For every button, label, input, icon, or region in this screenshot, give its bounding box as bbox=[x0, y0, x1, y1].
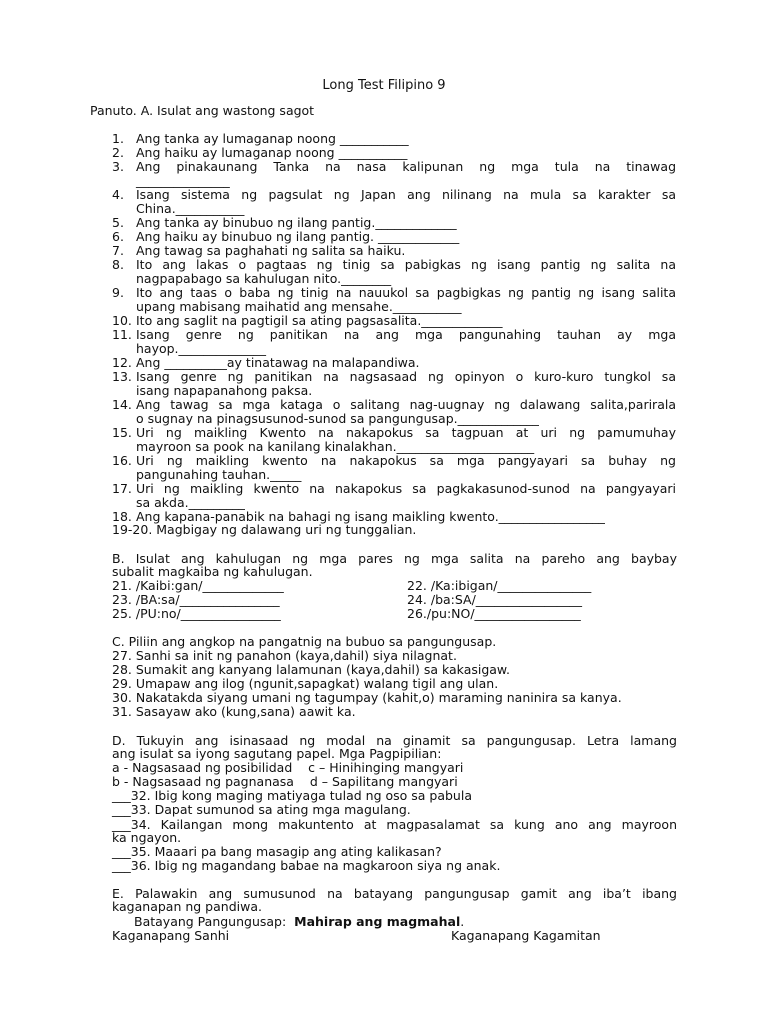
part-a-item-text: China.___________ bbox=[136, 201, 245, 216]
item-36: ___36. Ibig ng magandang babae na magkaroon siya ng anak. bbox=[112, 858, 501, 873]
part-a-item-text: Uri ng maikling Kwento na nakapokus sa tagpuan at uri ng pamumuhay bbox=[136, 425, 676, 440]
part-d-instruction-1: D. Tukuyin ang isinasaad ng modal na ginamit sa pangungusap. Letra lamang bbox=[112, 733, 677, 748]
part-a-item-text: Ito ang taas o baba ng tinig na nauukol sa pagbigkas ng pantig ng isang salita bbox=[136, 285, 676, 300]
item-31: 31. Sasayaw ako (kung,sana) aawit ka. bbox=[112, 704, 356, 719]
part-a-item-text: Isang genre ng panitikan na ang mga pangunahing tauhan ay mga bbox=[136, 327, 676, 342]
part-a-item-text: Ang haiku ay lumaganap noong ___________ bbox=[136, 145, 408, 160]
item-29: 29. Umapaw ang ilog (ngunit,sapagkat) walang tigil ang ulan. bbox=[112, 676, 499, 691]
part-a-item-number: 7. bbox=[112, 243, 124, 258]
part-a-item-number: 1. bbox=[112, 131, 124, 146]
part-a-item-text: Uri ng maikling kwento na nakapokus sa pagkakasunod-sunod na pangyayari bbox=[136, 481, 676, 496]
item-24: 24. /ba:SA/_________________ bbox=[407, 592, 583, 607]
part-a-item-text: Ang tawag sa mga kataga o salitang nag-uugnay ng dalawang salita,parirala bbox=[136, 397, 676, 412]
part-a-item-number: 18. bbox=[112, 509, 132, 524]
item-22: 22. /Ka:ibigan/_______________ bbox=[407, 578, 592, 593]
part-a-item-number: 4. bbox=[112, 187, 124, 202]
part-d-options-b-d: b - Nagsasaad ng pagnanasa d – Sapilitang mangyari bbox=[112, 774, 458, 789]
part-a-item-number: 13. bbox=[112, 369, 132, 384]
part-a-item-text: mayroon sa pook na kanilang kinalakhan.______________________ bbox=[136, 439, 535, 454]
part-a-item-number: 9. bbox=[112, 285, 124, 300]
part-a-item-number: 6. bbox=[112, 229, 124, 244]
item-23: 23. /BA:sa/________________ bbox=[112, 592, 280, 607]
batayan-sentence: Mahirap ang magmahal bbox=[294, 914, 461, 929]
part-a-item-text: Ito ang lakas o pagtaas ng tinig sa pabigkas ng isang pantig ng salita na bbox=[136, 257, 676, 272]
part-d-instruction-2: ang isulat sa iyong sagutang papel. Mga Pagpipilian: bbox=[112, 746, 442, 761]
part-a-item-number: 17. bbox=[112, 481, 132, 496]
item-25: 25. /PU:no/________________ bbox=[112, 606, 281, 621]
part-a-item-text: pangunahing tauhan._____ bbox=[136, 467, 302, 482]
part-c-instruction: C. Piliin ang angkop na pangatnig na bubuo sa pangungusap. bbox=[112, 634, 497, 649]
part-a-item-number: 15. bbox=[112, 425, 132, 440]
item-19-20: 19-20. Magbigay ng dalawang uri ng tunggalian. bbox=[112, 522, 417, 537]
item-34-continued: ka ngayon. bbox=[112, 830, 182, 845]
part-a-item-text: nagpapabago sa kahulugan nito.________ bbox=[136, 271, 392, 286]
part-a-item-number: 2. bbox=[112, 145, 124, 160]
batayan-period: . bbox=[460, 914, 465, 929]
part-e-instruction-2: kaganapan ng pandiwa. bbox=[112, 899, 262, 914]
kaganapang-kagamitan-label: Kaganapang Kagamitan bbox=[451, 928, 601, 943]
item-21: 21. /Kaibi:gan/_____________ bbox=[112, 578, 284, 593]
item-35: ___35. Maaari pa bang masagip ang ating kalikasan? bbox=[112, 844, 442, 859]
item-26: 26./pu:NO/_________________ bbox=[407, 606, 581, 621]
part-a-item-number: 16. bbox=[112, 453, 132, 468]
part-a-item-text: hayop.______________ bbox=[136, 341, 267, 356]
batayang-pangungusap bbox=[134, 915, 464, 929]
part-a-item-text: sa akda._________ bbox=[136, 495, 245, 510]
part-a-item-text: upang mabisang maihatid ang mensahe.___________ bbox=[136, 299, 462, 314]
part-e-instruction-1: E. Palawakin ang sumusunod na batayang pangungusap gamit ang iba’t ibang bbox=[112, 886, 677, 901]
part-a-item-text: Ang kapana-panabik na bahagi ng isang maikling kwento._________________ bbox=[136, 509, 605, 524]
part-b-instruction-2: subalit magkaiba ng kahulugan. bbox=[112, 564, 313, 579]
part-a-item-number: 14. bbox=[112, 397, 132, 412]
part-a-item-text: _______________ bbox=[136, 173, 230, 188]
part-a-item-number: 11. bbox=[112, 327, 132, 342]
item-30: 30. Nakatakda siyang umani ng tagumpay (kahit,o) maraming naninira sa kanya. bbox=[112, 690, 622, 705]
test-title: Long Test Filipino 9 bbox=[322, 78, 446, 93]
part-a-item-number: 5. bbox=[112, 215, 124, 230]
part-d-options-a-c: a - Nagsasaad ng posibilidad c – Hinihinging mangyari bbox=[112, 760, 464, 775]
part-b-instruction-1: B. Isulat ang kahulugan ng mga pares ng mga salita na pareho ang baybay bbox=[112, 551, 677, 566]
part-a-item-text: Ang haiku ay binubuo ng ilang pantig. _____________ bbox=[136, 229, 460, 244]
part-a-item-text: Ang pinakaunang Tanka na nasa kalipunan ng mga tula na tinawag bbox=[136, 159, 676, 174]
part-a-item-text: isang napapanahong paksa. bbox=[136, 383, 313, 398]
part-a-item-text: Ang __________ay tinatawag na malapandiwa. bbox=[136, 355, 420, 370]
item-32: ___32. Ibig kong maging matiyaga tulad ng oso sa pabula bbox=[112, 788, 472, 803]
kaganapang-sanhi-label: Kaganapang Sanhi bbox=[112, 928, 230, 943]
part-a-item-number: 3. bbox=[112, 159, 124, 174]
part-a-item-text: Ito ang saglit na pagtigil sa ating pagsasalita._____________ bbox=[136, 313, 503, 328]
item-27: 27. Sanhi sa init ng panahon (kaya,dahil) siya nilagnat. bbox=[112, 648, 457, 663]
part-a-item-text: Ang tanka ay lumaganap noong ___________ bbox=[136, 131, 409, 146]
panuto-a: Panuto. A. Isulat ang wastong sagot bbox=[90, 103, 315, 118]
part-a-item-text: Uri ng maikling kwento na nakapokus sa mga pangyayari sa buhay ng bbox=[136, 453, 676, 468]
part-a-item-number: 10. bbox=[112, 313, 132, 328]
part-a-item-text: Ang tawag sa paghahati ng salita sa haiku. bbox=[136, 243, 406, 258]
item-28: 28. Sumakit ang kanyang lalamunan (kaya,dahil) sa kakasigaw. bbox=[112, 662, 510, 677]
item-34: ___34. Kailangan mong makuntento at magpasalamat sa kung ano ang mayroon bbox=[112, 817, 677, 832]
part-a-item-number: 8. bbox=[112, 257, 124, 272]
part-a-item-text: Ang tanka ay binubuo ng ilang pantig._____________ bbox=[136, 215, 457, 230]
part-a-item-text: o sugnay na pinagsusunod-sunod sa pangungusap._____________ bbox=[136, 411, 539, 426]
part-a-item-text: Isang sistema ng pagsulat ng Japan ang nilinang na mula sa karakter sa bbox=[136, 187, 676, 202]
part-a-item-text: Isang genre ng panitikan na nagsasaad ng opinyon o kuro-kuro tungkol sa bbox=[136, 369, 676, 384]
part-a-item-number: 12. bbox=[112, 355, 132, 370]
item-33: ___33. Dapat sumunod sa ating mga magulang. bbox=[112, 802, 411, 817]
batayan-label: Batayang Pangungusap: bbox=[134, 914, 287, 929]
